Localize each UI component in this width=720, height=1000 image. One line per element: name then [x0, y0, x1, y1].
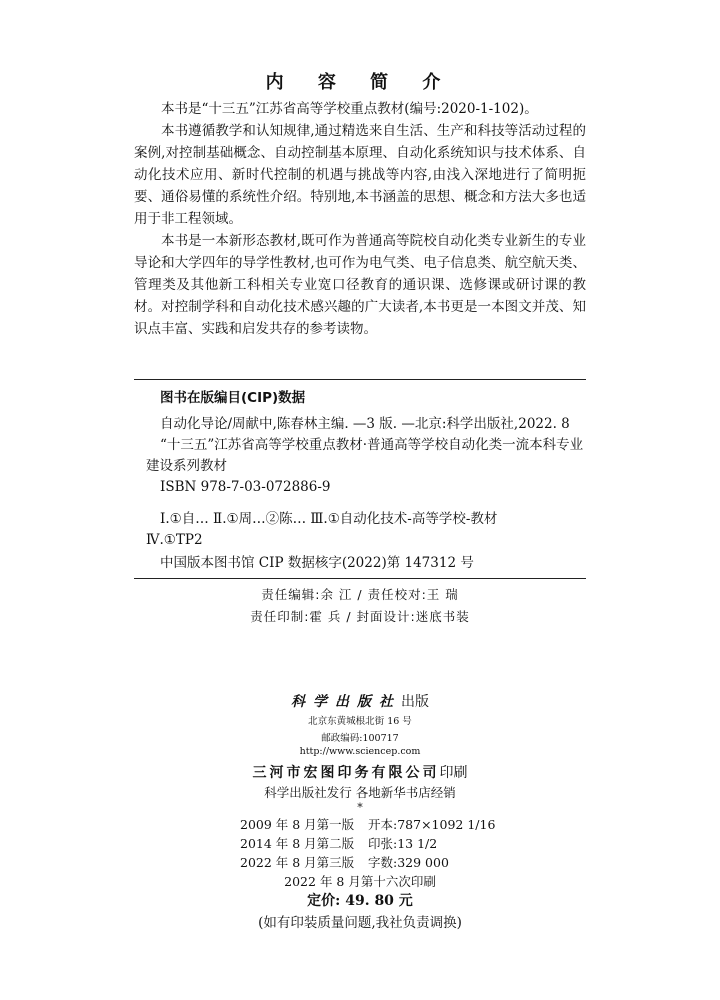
- summary-paragraph-2: 本书遵循教学和认知规律,通过精选来自生活、生产和科技等活动过程的案例,对控制基础概念、自动控制基本原理、自动化系统知识与技术体系、自动化技术应用、新时代控制的机遇与挑战等内容,由浅入深地进行了简明扼要、通俗易懂的系统性介绍。特别地,本书涵盖的思想、概念和方法大多也适用于非工程领域。: [134, 123, 586, 227]
- separator-star: *: [357, 801, 363, 814]
- print-run: 2022 年 8 月第十六次印刷: [284, 874, 436, 889]
- cip-isbn: ISBN 978-7-03-072886-9: [160, 479, 331, 495]
- cip-heading: 图书在版编目(CIP)数据: [160, 390, 306, 406]
- edition-spec: 开本:787×1092 1/16: [368, 817, 496, 832]
- edition-row: [240, 834, 548, 853]
- printer-name-stylized: 三河市宏图印务有限公司: [252, 765, 440, 781]
- publisher-website: http://www.sciencep.com: [299, 746, 421, 757]
- edition-date: 2022 年 8 月第三版: [240, 855, 355, 870]
- cip-index-1: Ⅰ.①自… Ⅱ.①周…②陈… Ⅲ.①自动化技术-高等学校-教材: [160, 511, 498, 527]
- summary-paragraph-3: 本书是一本新形态教材,既可作为普通高等院校自动化类专业新生的专业导论和大学四年的导学性教材,也可作为电气类、电子信息类、航空航天类、管理类及其他新工科相关专业宽口径教育的通识课、选修课或研讨课的教材。对控制学科和自动化技术感兴趣的广大读者,本书更是一本图文并茂、知识点丰富、实践和启发共存的参考读物。: [134, 233, 586, 337]
- edition-table: [240, 815, 548, 872]
- staff-line-1: 责任编辑:余 江 / 责任校对:王 瑞: [261, 587, 459, 602]
- cip-index-2: Ⅳ.①TP2: [146, 532, 203, 548]
- printer-name: [0, 762, 720, 782]
- summary-paragraph-1: 本书是“十三五”江苏省高等学校重点教材(编号:2020-1-102)。: [161, 101, 538, 117]
- publisher-name-stylized: 科学出版社: [291, 694, 401, 710]
- cip-top-rule: [134, 379, 586, 380]
- staff-line-2: 责任印制:霍 兵 / 封面设计:迷底书装: [250, 609, 470, 624]
- quality-note: (如有印装质量问题,我社负责调换): [258, 915, 462, 931]
- publisher-name-suffix: 出版: [401, 694, 429, 710]
- cip-series: “十三五”江苏省高等学校重点教材·普通高等学校自动化类一流本科专业建设系列教材: [146, 437, 584, 474]
- price: 定价: 49. 80 元: [307, 893, 413, 909]
- edition-row: [240, 853, 548, 872]
- cip-approval: 中国版本图书馆 CIP 数据核字(2022)第 147312 号: [160, 555, 474, 571]
- edition-date: 2014 年 8 月第二版: [240, 836, 355, 851]
- edition-spec: 字数:329 000: [368, 855, 449, 870]
- distribution-line: 科学出版社发行 各地新华书店经销: [264, 785, 456, 800]
- printer-name-suffix: 印刷: [439, 765, 468, 781]
- edition-date: 2009 年 8 月第一版: [240, 817, 355, 832]
- edition-spec: 印张:13 1/2: [368, 836, 438, 851]
- cip-entry: 自动化导论/周献中,陈春林主编. —3 版. —北京:科学出版社,2022. 8: [160, 416, 570, 432]
- cip-bottom-rule: [134, 578, 586, 579]
- publisher-address: 北京东黄城根北街 16 号: [308, 716, 412, 727]
- summary-title: 内 容 简 介: [265, 72, 455, 93]
- publisher-postcode: 邮政编码:100717: [321, 733, 399, 744]
- publisher-name: [0, 691, 720, 711]
- edition-row: [240, 815, 548, 834]
